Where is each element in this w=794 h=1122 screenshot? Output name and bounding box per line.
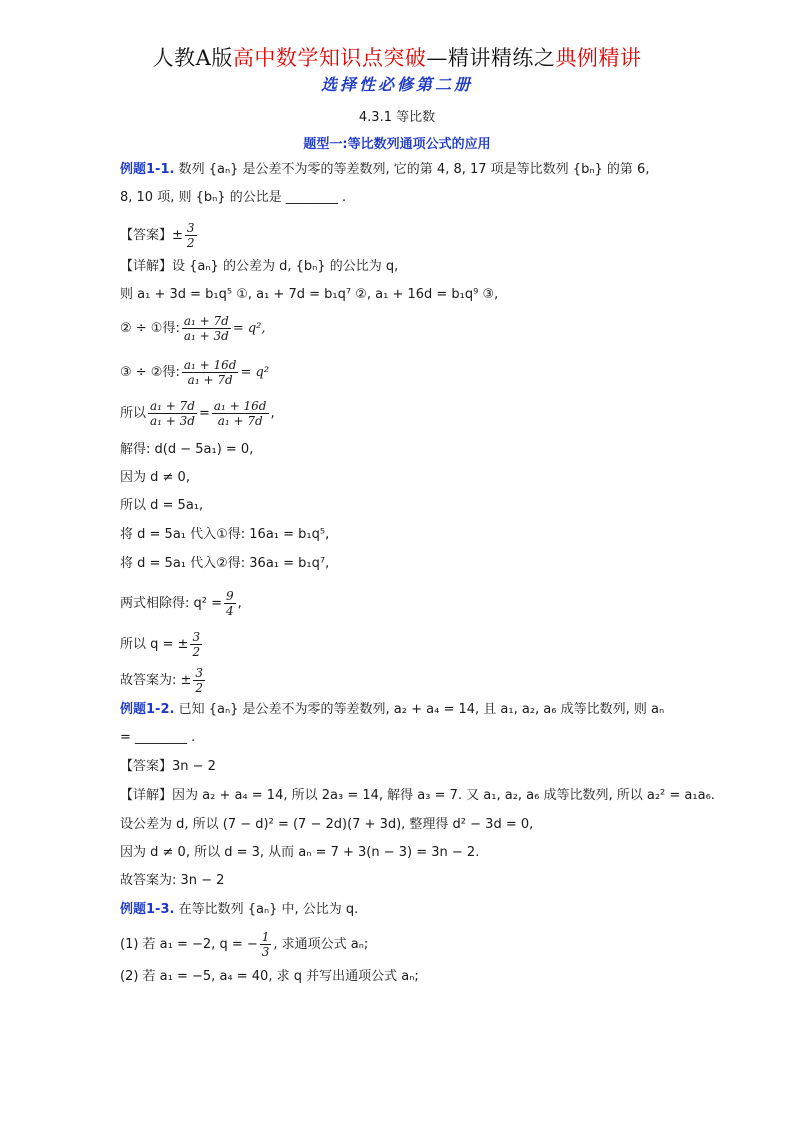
detail-line-8: 所以 d = 5a₁, [120,498,204,513]
question-text: 在等比数列 {aₙ} 中, 公比为 q. [178,902,359,917]
fraction [182,358,239,387]
fraction-denominator: a₁ + 7d [187,373,233,387]
example-1-2-detail-4: 故答案为: 3n − 2 [120,873,225,888]
example-1-1-question-line-2: 8, 10 项, 则 {bₙ} 的公比是 ________ . [120,190,347,205]
fraction-denominator: 2 [186,236,195,250]
detail-line-1: 【详解】设 {aₙ} 的公差为 d, {bₙ} 的公比为 q, [120,259,399,274]
detail-line-11 [120,589,242,618]
detail-line-12 [120,630,204,659]
detail-prefix: 所以 [120,406,147,421]
fraction-denominator: 3 [261,945,270,959]
answer-prefix: 【答案】± [120,228,183,243]
detail-prefix: ③ ÷ ②得: [120,365,180,380]
fraction-denominator: 2 [195,681,204,695]
example-label: 例题1-2. [120,702,175,717]
fraction-denominator: a₁ + 3d [183,329,229,343]
part-suffix: , 求通项公式 aₙ; [273,937,369,952]
example-label: 例题1-1. [120,162,175,177]
fraction-numerator: 3 [186,221,195,235]
detail-line-5 [120,399,275,428]
fraction-numerator: 3 [192,630,201,644]
detail-line-2: 则 a₁ + 3d = b₁q⁵ ①, a₁ + 7d = b₁q⁷ ②, a₁ + 16d = b₁q⁹ ③, [120,287,499,302]
detail-prefix: ② ÷ ①得: [120,321,180,336]
example-1-2-question-line-1 [120,701,664,719]
example-1-2-detail-1: 【详解】因为 a₂ + a₄ = 14, 所以 2a₃ = 14, 解得 a₃ = 7. 又 a₁, a₂, a₆ 成等比数列, 所以 a₂² = a₁a₆. [120,788,715,803]
fraction [193,666,205,695]
fraction-denominator: 4 [226,604,234,618]
example-1-2-answer: 【答案】3n − 2 [120,759,216,774]
section-title: 4.3.1 等比数 [358,110,436,125]
example-1-1-question-line-1 [120,161,649,179]
fraction-numerator: 1 [261,930,270,944]
detail-line-6: 解得: d(d − 5a₁) = 0, [120,442,254,457]
equals-sign: = [198,406,210,421]
example-1-3-part-1 [120,930,368,959]
detail-line-3 [120,314,266,343]
title-part-4: 典例精讲 [555,46,642,70]
detail-line-9: 将 d = 5a₁ 代入①得: 16a₁ = b₁q⁵, [120,527,330,542]
question-type-heading: 题型一:等比数列通项公式的应用 [303,137,491,152]
detail-prefix: 所以 q = ± [120,637,189,652]
detail-suffix: , [270,406,275,421]
title-part-3: —精讲精练之 [426,46,556,70]
fraction-denominator: a₁ + 7d [217,414,263,428]
example-1-2-detail-2: 设公差为 d, 所以 (7 − d)² = (7 − 2d)(7 + 3d), 整理得 d² − 3d = 0, [120,817,534,832]
part-prefix: (1) 若 a₁ = −2, q = − [120,937,258,952]
fraction-numerator: a₁ + 16d [213,399,267,413]
fraction-numerator: 9 [226,589,234,603]
title-part-1: 人教A版 [152,46,233,70]
fraction [148,399,197,428]
question-text: 数列 {aₙ} 是公差不为零的等差数列, 它的第 4, 8, 17 项是等比数列 {bₙ} 的第 6, [178,162,650,177]
detail-suffix: = q² [240,365,270,380]
detail-suffix: = q², [232,321,266,336]
detail-prefix: 两式相除得: q² = [120,596,223,611]
example-label: 例题1-3. [120,902,175,917]
fraction-numerator: 3 [195,666,204,680]
page-title [0,42,794,72]
fraction [185,221,197,250]
detail-line-4 [120,358,269,387]
fraction [212,399,269,428]
page-subtitle: 选择性必修第二册 [320,75,473,94]
fraction-numerator: a₁ + 7d [150,399,195,413]
question-text: 已知 {aₙ} 是公差不为零的等差数列, a₂ + a₄ = 14, 且 a₁, a₂, a₆ 成等比数列, 则 aₙ [178,702,665,717]
detail-prefix: 故答案为: ± [120,673,192,688]
title-part-2: 高中数学知识点突破 [232,46,427,70]
example-1-2-question-line-2: = ________ . [120,730,196,745]
fraction-denominator: a₁ + 3d [150,414,195,428]
example-1-1-answer [120,221,199,250]
example-1-3-question [120,901,358,919]
fraction [182,314,231,343]
example-1-3-part-2: (2) 若 a₁ = −5, a₄ = 40, 求 q 并写出通项公式 aₙ; [120,969,419,984]
detail-suffix: , [237,596,242,611]
fraction-numerator: a₁ + 7d [183,314,229,328]
fraction-denominator: 2 [192,645,201,659]
fraction-numerator: a₁ + 16d [183,358,237,372]
detail-line-7: 因为 d ≠ 0, [120,470,190,485]
fraction [260,930,272,959]
detail-line-10: 将 d = 5a₁ 代入②得: 36a₁ = b₁q⁷, [120,556,330,571]
detail-line-13 [120,666,207,695]
example-1-2-detail-3: 因为 d ≠ 0, 所以 d = 3, 从而 aₙ = 7 + 3(n − 3) = 3n − 2. [120,845,480,860]
fraction [224,589,236,618]
fraction [190,630,202,659]
